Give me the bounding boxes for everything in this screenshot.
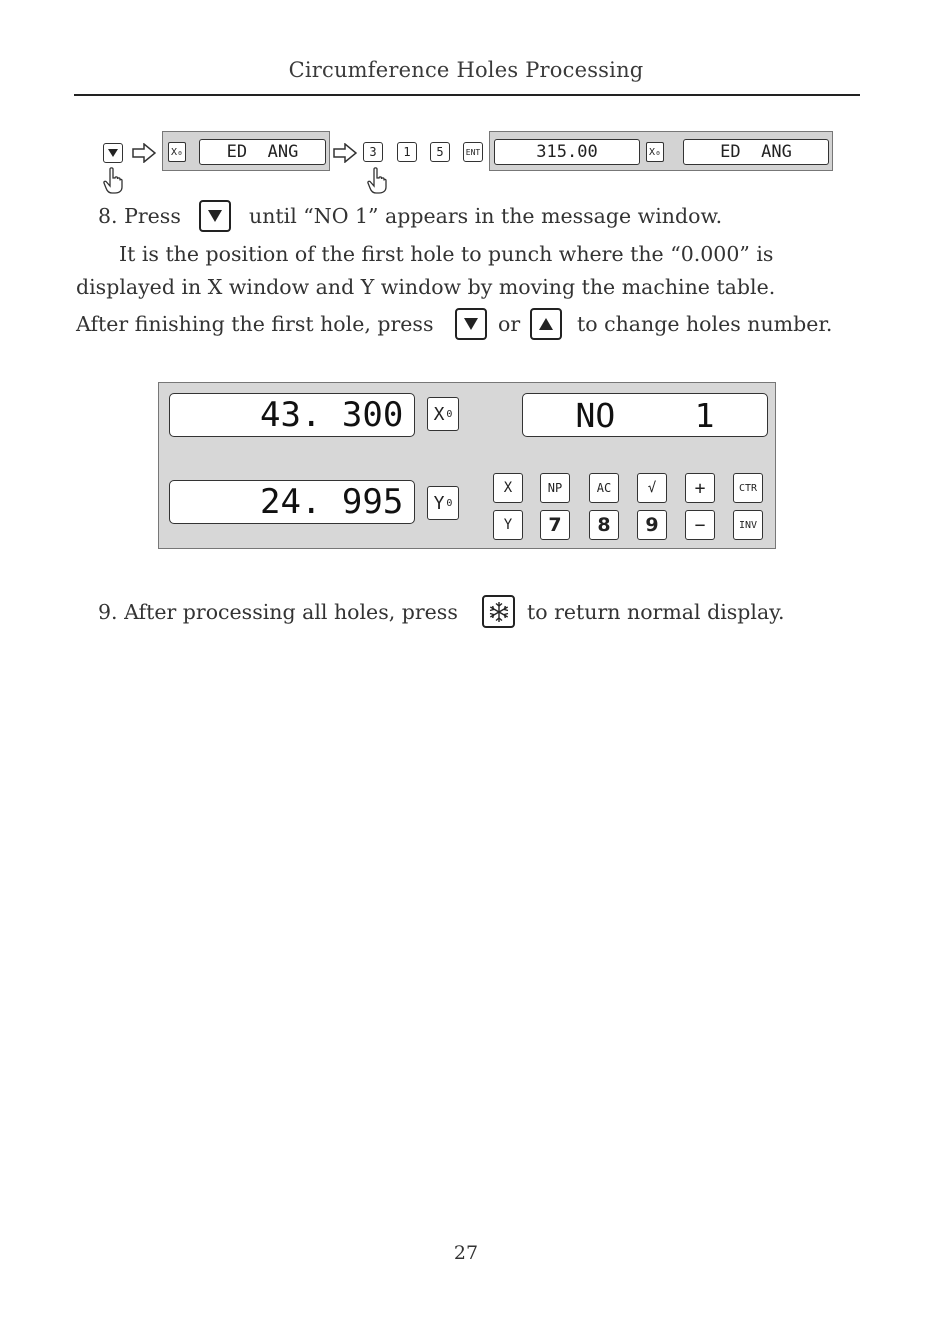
snowflake-icon	[487, 600, 511, 624]
down-key-icon[interactable]	[199, 200, 231, 232]
page-title: Circumference Holes Processing	[288, 58, 644, 82]
key-ctr[interactable]: CTR	[733, 473, 763, 503]
key-inv[interactable]: INV	[733, 510, 763, 540]
x-zero-indicator: X₀	[646, 142, 664, 162]
right-arrow-icon	[333, 143, 357, 163]
key-5[interactable]: 5	[430, 142, 450, 162]
key-3[interactable]: 3	[363, 142, 383, 162]
key-1[interactable]: 1	[397, 142, 417, 162]
enter-key[interactable]: ENT	[463, 142, 483, 162]
key-sqrt[interactable]: √	[637, 473, 667, 503]
down-key-icon[interactable]	[103, 143, 123, 163]
x-zero-indicator: X₀	[168, 142, 186, 162]
step-8-line-4-or: or	[498, 312, 521, 336]
step-8-line-3: displayed in X window and Y window by moving the machine table.	[76, 275, 776, 299]
sequence-panel-2	[489, 131, 833, 171]
dro-panel	[158, 382, 776, 549]
page-number: 27	[453, 1242, 479, 1264]
key-7[interactable]: 7	[540, 510, 570, 540]
x-axis-display: 43. 300	[169, 393, 415, 437]
key-minus[interactable]: −	[685, 510, 715, 540]
snowflake-key-icon[interactable]	[482, 595, 515, 628]
key-plus[interactable]: +	[685, 473, 715, 503]
x-zero-key[interactable]	[427, 397, 459, 431]
y-axis-display: 24. 995	[169, 480, 415, 524]
step-9-prefix: 9. After processing all holes, press	[98, 600, 458, 624]
right-arrow-icon	[132, 143, 156, 163]
y-zero-key[interactable]	[427, 486, 459, 520]
x-zero-key-sub: 0	[446, 408, 453, 420]
key-x[interactable]: X	[493, 473, 523, 503]
step-8-line-4-suffix: to change holes number.	[577, 312, 833, 336]
key-9[interactable]: 9	[637, 510, 667, 540]
down-key-icon[interactable]	[455, 308, 487, 340]
edit-angle-display: ED ANG	[199, 139, 326, 165]
step-8-line-4-prefix: After finishing the first hole, press	[76, 312, 434, 336]
edit-angle-display: ED ANG	[683, 139, 829, 165]
key-np[interactable]: NP	[540, 473, 570, 503]
angle-value-display: 315.00	[494, 139, 640, 165]
up-key-icon[interactable]	[530, 308, 562, 340]
y-zero-key-sub: 0	[446, 497, 453, 509]
step-8-prefix: 8. Press	[98, 204, 181, 228]
step-9-suffix: to return normal display.	[527, 600, 785, 624]
sequence-panel-1	[162, 131, 330, 171]
pointing-hand-icon	[102, 167, 124, 195]
y-zero-key-label: Y	[433, 492, 445, 514]
key-8[interactable]: 8	[589, 510, 619, 540]
step-8-suffix: until “NO 1” appears in the message window.	[249, 204, 723, 228]
key-ac[interactable]: AC	[589, 473, 619, 503]
x-zero-key-label: X	[433, 403, 445, 425]
key-y[interactable]: Y	[493, 510, 523, 540]
step-8-line-2: It is the position of the first hole to punch where the “0.000” is	[119, 242, 774, 266]
pointing-hand-icon	[366, 167, 388, 195]
message-window: NO 1	[522, 393, 768, 437]
header-divider	[74, 94, 860, 96]
